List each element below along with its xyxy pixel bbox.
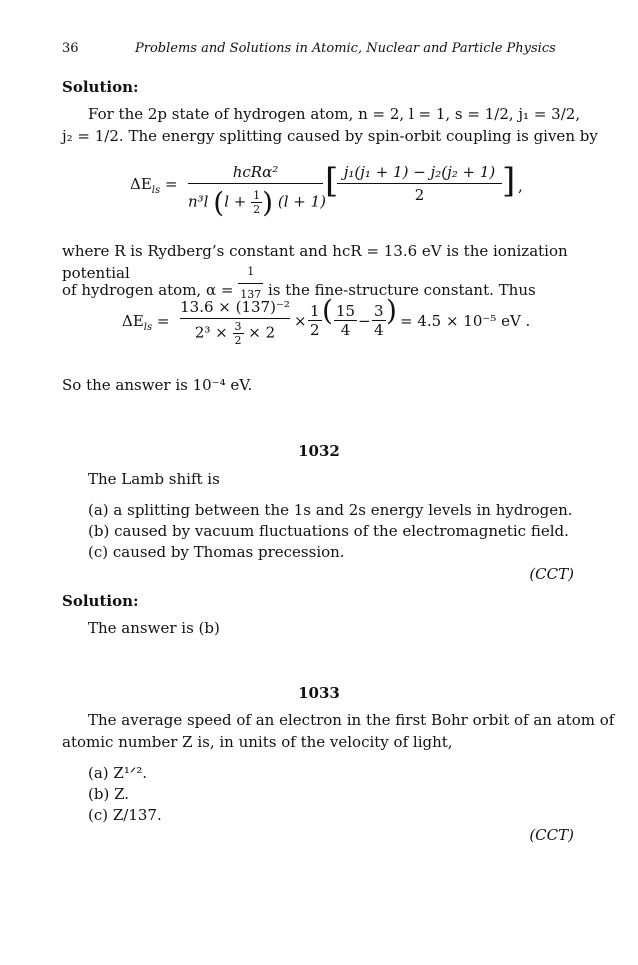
eq2-denominator-a: 2³ × xyxy=(194,323,228,342)
eq-bracket-denominator: 2 xyxy=(414,186,425,204)
eq-bracket-numerator: j₁(j₁ + 1) − j₂(j₂ + 1) xyxy=(337,163,502,184)
eq2-minus: − xyxy=(358,312,371,330)
fraction-denominator: 2 xyxy=(253,203,261,216)
eq-lhs: ΔE xyxy=(130,175,152,193)
option-item: (b) caused by vacuum fluctuations of the electromagnetic field. xyxy=(88,522,569,540)
eq2-lhs-subscript: ls xyxy=(143,322,153,333)
option-item: (b) Z. xyxy=(88,785,130,803)
right-paren: ) xyxy=(386,294,397,327)
solution-answer: So the answer is 10⁻⁴ eV. xyxy=(62,376,253,394)
eq-denominator-left: n³l xyxy=(188,192,209,211)
problem-source: (CCT) xyxy=(529,826,574,844)
eq2-f2-num: 3 xyxy=(374,302,384,320)
equation-spin-orbit: $\Delta E_{ls}$ = hcRα² n³l (l + $\frac{1}{2}$ ) (l + 1) [ $\frac{\text{j₁(j₁ + 1) − j₂(j₂ + 1)}}{2}$ ] , xyxy=(130,161,523,219)
option-item: (a) a splitting between the 1s and 2s energy levels in hydrogen. xyxy=(88,501,573,519)
solution-paragraph-line: where R is Rydberg’s constant and hcR = 13.6 eV is the ionization potential xyxy=(62,242,568,282)
option-item: (c) caused by Thomas precession. xyxy=(88,543,345,561)
eq2-result: = 4.5 × 10⁻⁵ eV . xyxy=(400,312,531,330)
solution-heading: Solution: xyxy=(62,78,139,96)
eq2-numerator: 13.6 × (137)⁻² xyxy=(180,298,290,319)
problem-source: (CCT) xyxy=(529,565,574,583)
fraction-numerator: 1 xyxy=(253,189,261,202)
solution-heading: Solution: xyxy=(62,592,139,610)
eq2-half-den: 2 xyxy=(310,321,320,339)
left-bracket: [ xyxy=(325,161,339,201)
eq-denominator-l: l + xyxy=(224,192,247,211)
problem-stem-line: The average speed of an electron in the first Bohr orbit of an atom of xyxy=(88,711,615,729)
equation-numerical: $\Delta E_{ls}$ = 13.6 × (137)⁻² 2³ × $\frac{3}{2}$ × 2 × $\frac{1}{2}$ ( $\frac{15}{4}$ − $\frac{3}{4}$ ) = 4.5 × 10⁻⁵ eV . xyxy=(122,294,531,347)
right-paren: ) xyxy=(262,186,274,219)
left-paren: ( xyxy=(322,294,333,327)
eq2-f1-den: 4 xyxy=(340,321,351,339)
eq2-half-num: 1 xyxy=(310,302,320,320)
page-number: 36 xyxy=(62,41,79,56)
eq-trailing-comma: , xyxy=(518,177,523,195)
eq2-denominator-b: × 2 xyxy=(248,323,276,342)
solution-answer: The answer is (b) xyxy=(88,619,220,637)
alpha-numerator: 1 xyxy=(238,261,263,284)
left-paren: ( xyxy=(213,186,225,219)
eq2-times: × xyxy=(294,312,307,330)
eq2-f2-den: 4 xyxy=(374,321,384,339)
alpha-text: of hydrogen atom, α = xyxy=(62,281,234,299)
solution-paragraph-line: For the 2p state of hydrogen atom, n = 2, l = 1, s = 1/2, j₁ = 3/2, xyxy=(88,105,581,123)
option-item: (c) Z/137. xyxy=(88,806,162,824)
eq-lhs-subscript: ls xyxy=(151,185,161,196)
eq2-den-frac-den: 2 xyxy=(234,334,242,347)
eq2-f1-num: 15 xyxy=(336,302,356,320)
problem-number: 1033 xyxy=(298,684,340,702)
right-bracket: ] xyxy=(502,161,516,201)
eq2-den-frac-num: 3 xyxy=(234,320,242,333)
solution-paragraph-line: j₂ = 1/2. The energy splitting caused by spin-orbit coupling is given by xyxy=(62,127,598,145)
eq2-lhs: ΔE xyxy=(122,312,144,330)
problem-number: 1032 xyxy=(298,442,340,460)
running-title: Problems and Solutions in Atomic, Nuclear and Particle Physics xyxy=(135,41,556,56)
option-item: (a) Z¹ᐟ². xyxy=(88,764,147,782)
problem-stem: The Lamb shift is xyxy=(88,470,220,488)
alpha-denominator: 137 xyxy=(240,288,262,301)
alpha-text-end: is the fine-structure constant. Thus xyxy=(268,281,536,299)
eq-denominator-right: (l + 1) xyxy=(277,192,326,211)
problem-stem-line: atomic number Z is, in units of the velocity of light, xyxy=(62,733,453,751)
eq-numerator: hcRα² xyxy=(188,163,323,184)
